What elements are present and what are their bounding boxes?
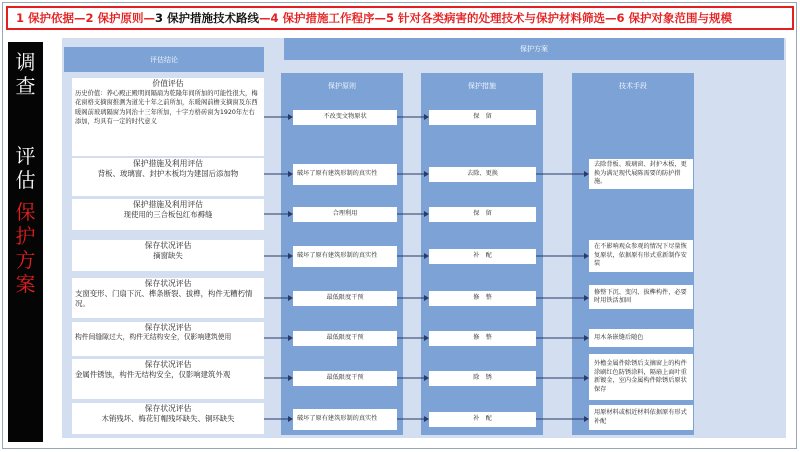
principle-box: 最低限度干预	[293, 371, 397, 386]
eval-box-condition-3	[72, 322, 264, 356]
sidebar-title-eval: 评估	[15, 144, 36, 192]
principle-box: 不改变文物原状	[293, 110, 397, 125]
technique-box: 用木条嵌缝后随色	[589, 329, 693, 347]
principle-box: 合理利用	[293, 207, 397, 222]
principle-box: 破坏了原有建筑形制的真实性	[293, 409, 397, 430]
eval-title: 保存状况评估	[144, 279, 192, 288]
eval-box-measures-1	[72, 158, 264, 196]
technique-box: 在不影响观众参观的情况下尽量恢复原状，依据原有形式重新制作安装	[589, 240, 693, 272]
eval-box-measures-2	[72, 199, 264, 230]
measure-box: 除 锈	[429, 371, 536, 386]
eval-text: 金属件锈蚀，构件无结构安全，仅影响建筑外观	[75, 370, 231, 379]
column-header-measure: 保护措施	[468, 82, 496, 90]
measure-box: 修 整	[429, 331, 536, 346]
eval-text: 支窗变形、门扇下沉、榫条断裂、拔榫，构件无糟朽情况。	[75, 289, 253, 308]
eval-box-condition-2	[72, 278, 264, 318]
technique-box: 去除背板、玻璃窗、封护木板，更换为满足现代展陈需要的防护措施。	[589, 159, 693, 189]
principle-box: 最低限度干预	[293, 291, 397, 306]
eval-text: 摘窗缺失	[153, 251, 183, 260]
sidebar-title-survey: 调查	[15, 50, 36, 98]
sidebar-title-plan: 保护方案	[15, 200, 36, 296]
eval-text: 背板、玻璃窗、封护木板均为建国后添加物	[97, 169, 239, 178]
eval-box-value	[72, 78, 264, 156]
technique-box: 用原材料或相近材料依据原有形式补配	[589, 405, 693, 430]
eval-text: 构件间缝隙过大，构件无结构安全，仅影响建筑使用	[75, 333, 232, 341]
measure-box: 去除、更换	[429, 167, 536, 182]
eval-title: 价值评估	[152, 79, 184, 88]
eval-box-condition-5	[72, 403, 264, 434]
principle-box: 最低限度干预	[293, 331, 397, 346]
eval-title: 保存状况评估	[144, 404, 192, 413]
eval-box-condition-4	[72, 359, 264, 399]
eval-title: 保护措施及利用评估	[132, 159, 204, 168]
principle-box: 破坏了原有建筑形制的真实性	[293, 164, 397, 185]
principle-box: 破坏了原有建筑形制的真实性	[293, 246, 397, 267]
header-protection-plan: 保护方案	[284, 38, 784, 60]
header-eval-conclusion: 评估结论	[64, 47, 264, 72]
eval-title: 保存状况评估	[144, 323, 192, 332]
measure-box: 修 整	[429, 291, 536, 306]
measure-box: 补 配	[429, 249, 536, 264]
measure-box: 保 留	[429, 110, 536, 125]
eval-text: 历史价值：养心殿正殿明间隔扇为乾隆年间所加的可能性很大，梅花窗格支摘窗推测为道光十年之前所加，东暖阁前檐支摘窗及东西暖阁前玻璃隔窗为同治十三年所加，十字方格砖窗为1920年左右添加，均具有一定的时代意义	[75, 90, 258, 126]
eval-title: 保护措施及利用评估	[132, 200, 204, 209]
eval-box-condition-1	[72, 240, 264, 271]
column-header-principle: 保护原则	[328, 82, 356, 90]
technique-box: 外檐金属件除锈后支摘窗上的构件涂刷红色防锈涂料，隔扇上面叶重新镀金，室内金属构件除锈后原状保存	[589, 354, 693, 400]
eval-title: 保存状况评估	[144, 360, 192, 369]
eval-text: 现使用的三合板包红布褥缝	[123, 210, 213, 219]
breadcrumb-seg-1: 1 保护依据—2 保护原则—	[16, 11, 156, 25]
technique-box: 修整下沉、变闪、拔榫构件，必要时用铁活加固	[589, 285, 693, 309]
breadcrumb-seg-current: 3 保护措施技术路线	[155, 11, 260, 25]
eval-text: 木销残坏、梅花钉帽残坏缺失、铜环缺失	[101, 414, 235, 423]
measure-box: 补 配	[429, 412, 536, 427]
column-header-technique: 技术手段	[619, 82, 647, 90]
measure-box: 保 留	[429, 207, 536, 222]
eval-title: 保存状况评估	[144, 241, 192, 250]
breadcrumb-seg-3: —4 保护措施工作程序—5 针对各类病害的处理技术与保护材料筛选—6 保护对象范围与规模	[259, 11, 733, 25]
